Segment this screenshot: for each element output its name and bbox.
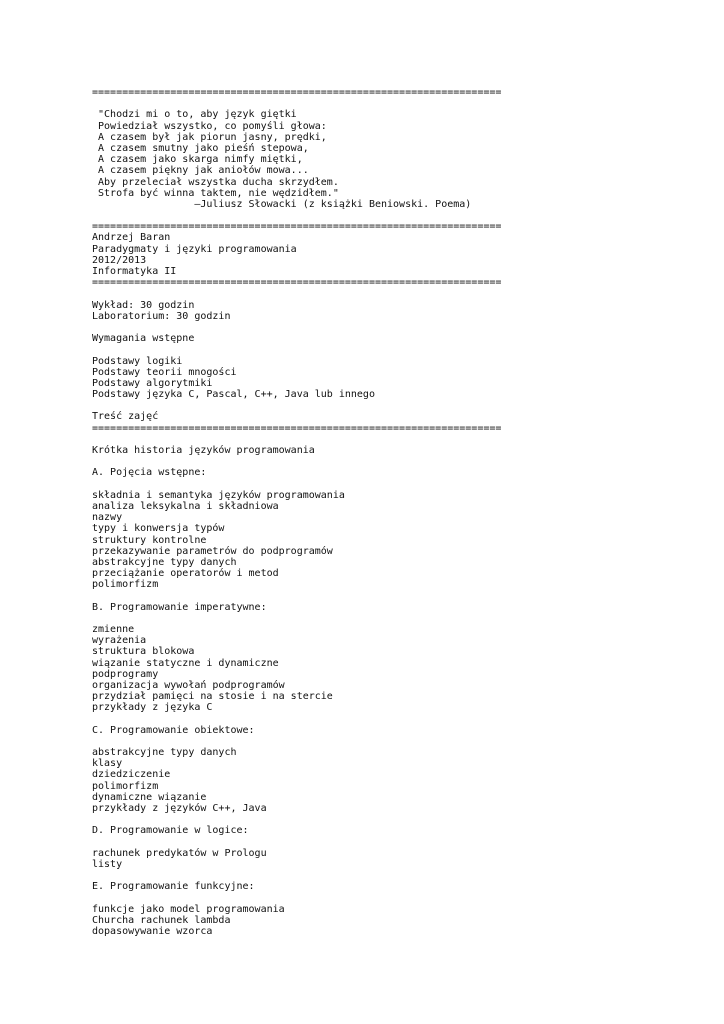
lecture-hours: Wykład: 30 godzin [92, 299, 195, 311]
blank-line [92, 814, 692, 825]
section-item: struktury kontrolne [92, 534, 207, 546]
section-item: typy i konwersja typów [92, 523, 225, 535]
author-name: Andrzej Baran [92, 232, 171, 244]
poem-line: Strofa być winna taktem, nie wędzidłem." [92, 187, 339, 199]
section-item: przykłady z języka C [92, 702, 213, 714]
section-item: przekazywanie parametrów do podprogramów [92, 545, 333, 557]
section-item: funkcje jako model programowania [92, 903, 285, 915]
section-title: D. Programowanie w logice: [92, 825, 249, 837]
section-item: dynamiczne wiązanie [92, 791, 207, 803]
blank-line [92, 288, 692, 299]
section-item: polimorfizm [92, 780, 159, 792]
poem-line: A czasem był jak piorun jasny, prędki, [92, 131, 327, 143]
section-title: B. Programowanie imperatywne: [92, 601, 267, 613]
academic-year: 2012/2013 [92, 254, 147, 266]
section-item: Churcha rachunek lambda [92, 914, 231, 926]
section-item: przydział pamięci na stosie i na stercie [92, 691, 333, 703]
blank-line [92, 322, 692, 333]
poem-line: Aby przeleciał wszystka ducha skrzydłem. [92, 176, 339, 188]
section-item: abstrakcyjne typy danych [92, 747, 237, 759]
section-item: klasy [92, 758, 123, 770]
document-body [92, 87, 692, 937]
section-item: dziedziczenie [92, 769, 171, 781]
section-item: abstrakcyjne typy danych [92, 556, 237, 568]
section-item: struktura blokowa [92, 646, 195, 658]
poem-line: Powiedział wszystko, co pomyśli głowa: [92, 120, 327, 132]
blank-line [92, 613, 692, 624]
poem-line: A czasem jako skarga nimfy miętki, [92, 154, 303, 166]
section-item: analiza leksykalna i składniowa [92, 500, 279, 512]
section-item: dopasowywanie wzorca [92, 926, 213, 938]
blank-line [92, 344, 692, 355]
blank-line [92, 590, 692, 601]
prerequisite-item: Podstawy algorytmiki [92, 377, 213, 389]
section-item: nazwy [92, 512, 123, 524]
prerequisites-title: Wymagania wstępne [92, 333, 195, 345]
blank-line [92, 400, 692, 411]
course-title: Paradygmaty i języki programowania [92, 243, 297, 255]
separator-rule: ==================================================================== [92, 87, 502, 98]
blank-line [92, 736, 692, 747]
blank-line [92, 714, 692, 725]
section-item: przeciążanie operatorów i metod [92, 568, 279, 580]
section-title: A. Pojęcia wstępne: [92, 467, 207, 479]
section-title: E. Programowanie funkcyjne: [92, 881, 255, 893]
prerequisite-item: Podstawy teorii mnogości [92, 366, 237, 378]
section-item: listy [92, 858, 123, 870]
section-item: przykłady z języków C++, Java [92, 803, 267, 814]
separator-rule: ==================================================================== [92, 422, 502, 434]
blank-line [92, 98, 692, 109]
blank-line [92, 456, 692, 467]
section-item: wiązanie statyczne i dynamiczne [92, 657, 279, 669]
blank-line [92, 210, 692, 221]
section-item: wyrażenia [92, 635, 147, 647]
prerequisite-item: Podstawy logiki [92, 355, 183, 367]
poem-line: "Chodzi mi o to, aby język giętki [92, 109, 297, 121]
content-title: Treść zajęć [92, 411, 159, 423]
section-item: zmienne [92, 624, 135, 635]
section-item: składnia i semantyka języków programowania [92, 489, 345, 501]
blank-line [92, 893, 692, 904]
poem-line: A czasem piękny jak aniołów mowa... [92, 165, 309, 177]
blank-line [92, 870, 692, 881]
section-title: C. Programowanie obiektowe: [92, 724, 255, 736]
prerequisite-item: Podstawy języka C, Pascal, C++, Java lub innego [92, 389, 375, 401]
history-heading: Krótka historia języków programowania [92, 445, 315, 456]
poem-attribution: —Juliusz Słowacki (z książki Beniowski. Poema) [92, 198, 472, 210]
study-program: Informatyka II [92, 266, 177, 277]
separator-rule: ==================================================================== [92, 277, 502, 289]
separator-rule: ==================================================================== [92, 221, 502, 233]
blank-line [92, 837, 692, 848]
section-item: polimorfizm [92, 579, 159, 591]
section-item: rachunek predykatów w Prologu [92, 847, 267, 859]
blank-line [92, 434, 692, 445]
blank-line [92, 479, 692, 490]
lab-hours: Laboratorium: 30 godzin [92, 310, 231, 322]
section-item: podprogramy [92, 668, 159, 680]
poem-line: A czasem smutny jako pieśń stepowa, [92, 142, 309, 154]
section-item: organizacja wywołań podprogramów [92, 679, 285, 691]
